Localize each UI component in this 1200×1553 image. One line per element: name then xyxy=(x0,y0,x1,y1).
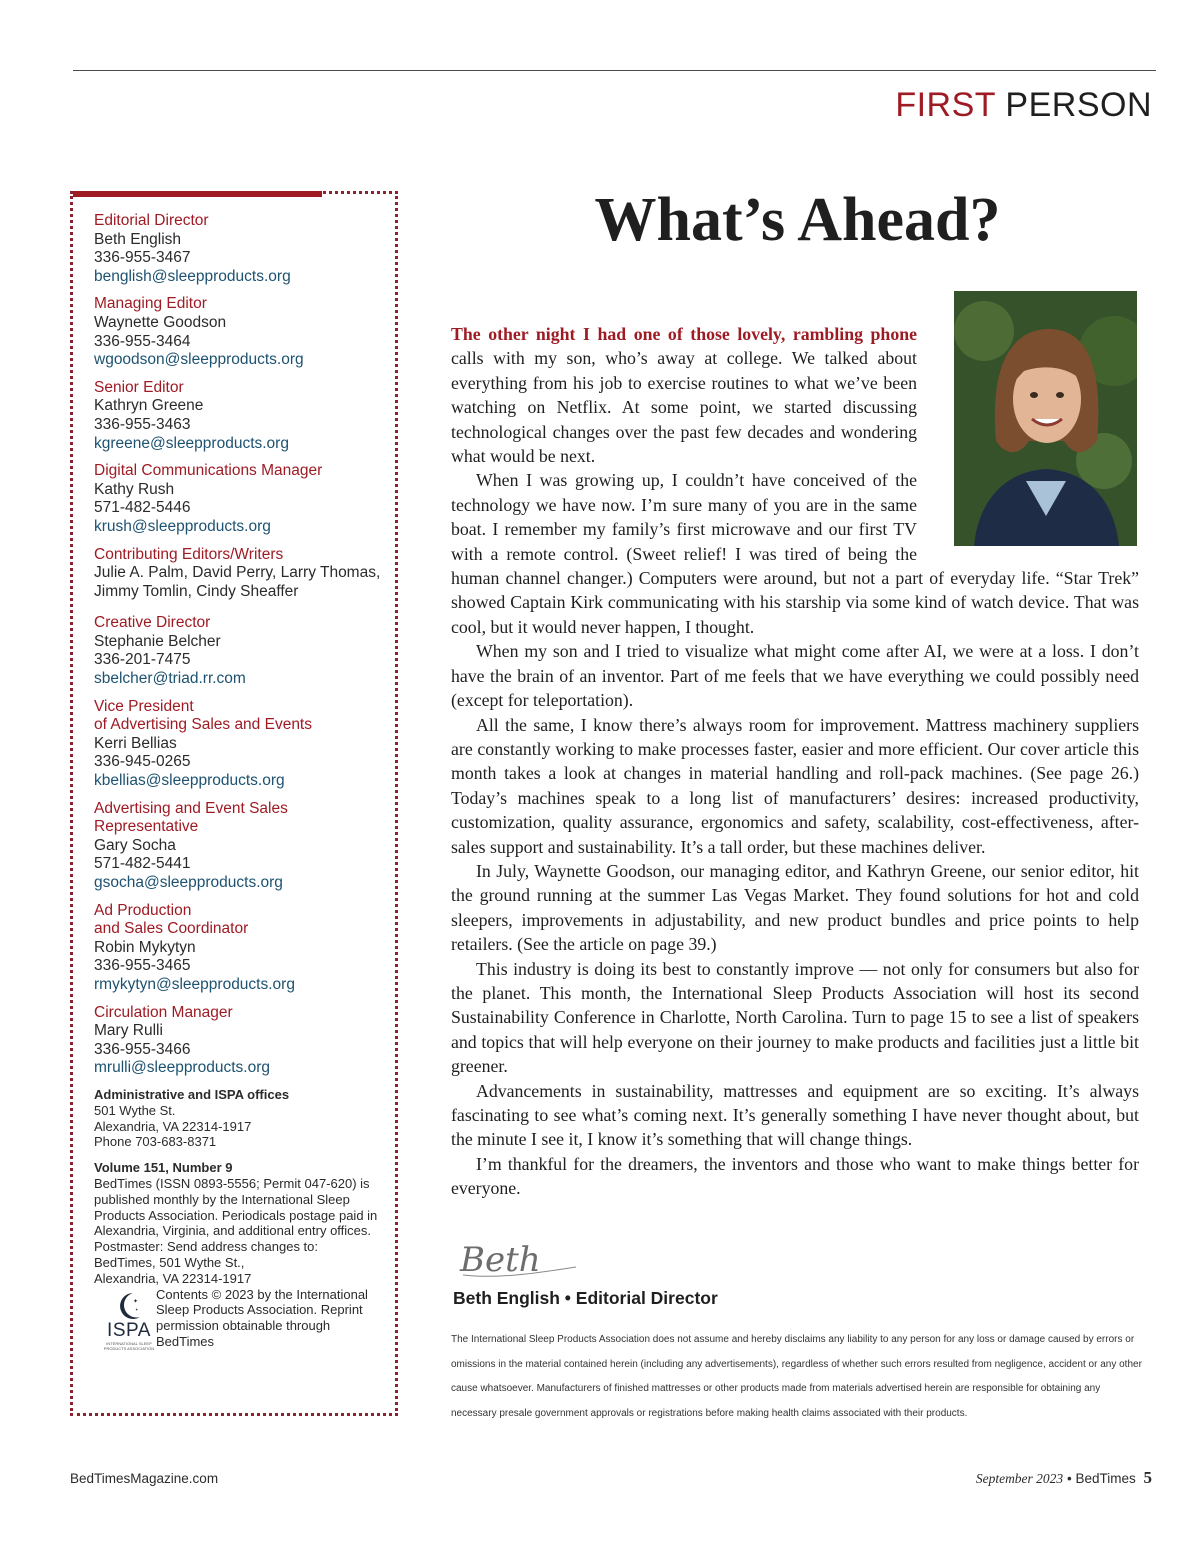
publication-statement: BedTimes (ISSN 0893-5556; Permit 047-620) is published monthly by the International Sleep Products Association. Periodicals postage paid in Alexandria, Virginia, and additional entry offices. xyxy=(94,1175,378,1239)
staff-entry xyxy=(94,614,389,688)
staff-phone: 336-955-3465 xyxy=(94,957,191,975)
footer-folio xyxy=(976,1468,1152,1488)
staff-role: Senior Editor xyxy=(94,378,184,396)
footer-magazine-name: BedTimes xyxy=(1075,1471,1136,1486)
staff-email-link[interactable]: sbelcher@triad.rr.com xyxy=(94,670,246,688)
article-paragraph: I’m thankful for the dreamers, the inventors and those who want to make things better for everyone. xyxy=(451,1153,1139,1199)
copyright-row xyxy=(94,1287,389,1351)
publication-info xyxy=(94,1160,389,1350)
page-number: 5 xyxy=(1143,1468,1152,1487)
staff-phone: 336-955-3463 xyxy=(94,415,191,433)
office-city: Alexandria, VA 22314-1917 xyxy=(94,1118,252,1134)
masthead xyxy=(94,212,389,1351)
staff-entry xyxy=(94,462,389,536)
office-address xyxy=(94,1087,389,1150)
office-street: 501 Wythe St. xyxy=(94,1102,176,1118)
staff-email-link[interactable]: kbellias@sleepproducts.org xyxy=(94,772,285,790)
article-body xyxy=(451,322,1139,1201)
staff-phone: 571-482-5446 xyxy=(94,499,191,517)
svg-text:✦: ✦ xyxy=(135,1306,139,1312)
postmaster-address-line: Alexandria, VA 22314-1917 xyxy=(94,1270,252,1286)
staff-role: Contributing Editors/Writers xyxy=(94,545,284,563)
staff-phone: 571-482-5441 xyxy=(94,855,191,873)
signature-script: Beth xyxy=(460,1240,541,1280)
staff-name: Julie A. Palm, David Perry, Larry Thomas, Jimmy Tomlin, Cindy Sheaffer xyxy=(94,564,381,600)
staff-role: Circulation Manager xyxy=(94,1003,233,1021)
signature-image xyxy=(458,1237,588,1282)
staff-phone: 336-201-7475 xyxy=(94,651,191,669)
article-paragraph: When my son and I tried to visualize what might come after AI, we were at a loss. I don’t have the brain of an inventor. Part of me feels that we have everything we could possibly need (except for teleportation). xyxy=(451,641,1139,711)
volume-number: Volume 151, Number 9 xyxy=(94,1160,233,1176)
staff-name: Gary Socha xyxy=(94,836,176,854)
staff-phone: 336-955-3464 xyxy=(94,332,191,350)
staff-entry xyxy=(94,546,389,602)
legal-disclaimer: The International Sleep Products Association does not assume and hereby disclaims any liability to any person for any loss or damage caused by errors or omissions in the material contained herein (including any advertisements), regardless of whether such errors resulted from negligence, accident or any other cause whatsoever. Manufacturers of finished mattresses or other products made from materials advertised herein are responsible for obtaining any necessary presale government approvals or registrations before making health claims associated with their products. xyxy=(451,1334,1142,1419)
article-paragraph-text: calls with my son, who’s away at college. We talked about everything from his job to exercise routines to what we’ve been watching on Netflix. At some point, we started discussing technological changes over the past few decades and wondering what would be next. xyxy=(451,348,917,467)
copyright-notice: Contents © 2023 by the International Sleep Products Association. Reprint permission obtainable through BedTimes xyxy=(156,1286,368,1349)
staff-phone: 336-955-3467 xyxy=(94,249,191,267)
ispa-logo xyxy=(98,1287,160,1351)
staff-email-link[interactable]: krush@sleepproducts.org xyxy=(94,517,271,535)
staff-role: Vice President of Advertising Sales and Events xyxy=(94,697,312,734)
office-phone: Phone 703-683-8371 xyxy=(94,1134,217,1150)
article-paragraph: This industry is doing its best to constantly improve — not only for consumers but also for the planet. This month, the International Sleep Products Association will host its second Sustainability Conference in Charlotte, North Carolina. Turn to page 15 to see a list of speakers and topics that will help everyone on their journey to make products and facilities just a little bit greener. xyxy=(451,958,1139,1077)
article-lead-in: The other night I had one of those lovely, rambling phone xyxy=(451,324,917,344)
handwritten-signature xyxy=(458,1237,588,1287)
footer-website: BedTimesMagazine.com xyxy=(70,1471,219,1486)
article-paragraph: When I was growing up, I couldn’t have conceived of the technology we have now. I’m sure many of you are in the same boat. I remember my family’s first microwave and our first TV with a remote control. (Sweet relief! I was tired of being the human channel changer.) Computers were around, but not a part of everyday life. “Star Trek” showed Captain Kirk communicating with his starship via some kind of watch device. That was cool, but it would never happen, I thought. xyxy=(451,470,1139,637)
staff-role: Digital Communications Manager xyxy=(94,462,323,480)
article-paragraph: In July, Waynette Goodson, our managing editor, and Kathryn Greene, our senior editor, hit the ground running at the summer Las Vegas Market. They found solutions for hot and cold sleepers, improvements in adjustability, and new product bundles and price points to help retailers. (See the article on page 39.) xyxy=(451,860,1139,955)
staff-name: Kathy Rush xyxy=(94,480,175,498)
postmaster-note: Postmaster: Send address changes to: xyxy=(94,1239,319,1255)
postmaster-address-line: BedTimes, 501 Wythe St., xyxy=(94,1254,245,1270)
staff-name: Stephanie Belcher xyxy=(94,632,221,650)
article-paragraph: All the same, I know there’s always room for improvement. Mattress machinery suppliers are constantly working to make processes faster, easier and more efficient. Our cover article this month takes a look at changes in material handling and roll-pack machines. (See page 26.) Today’s machines speak to a long list of manufacturers’ desires: increased productivity, customization, quality assurance, ergonomics and safety, scalability, cost-effectiveness, after-sales support and sustainability. It’s a tall order, but these machines deliver. xyxy=(451,714,1139,857)
svg-text:✦: ✦ xyxy=(133,1298,139,1305)
staff-role: Ad Production and Sales Coordinator xyxy=(94,901,249,938)
staff-name: Waynette Goodson xyxy=(94,313,227,331)
staff-entry xyxy=(94,698,389,791)
staff-role: Advertising and Event Sales Representative xyxy=(94,799,288,836)
ispa-tagline: INTERNATIONAL SLEEP PRODUCTS ASSOCIATION xyxy=(103,1340,155,1351)
staff-entry xyxy=(94,295,389,369)
staff-entry xyxy=(94,379,389,453)
staff-email-link[interactable]: wgoodson@sleepproducts.org xyxy=(94,351,304,369)
footer-issue-date: September 2023 xyxy=(975,1471,1064,1486)
staff-entry xyxy=(94,902,389,995)
staff-name: Mary Rulli xyxy=(94,1022,163,1040)
staff-email-link[interactable]: rmykytyn@sleepproducts.org xyxy=(94,975,295,993)
staff-name: Kerri Bellias xyxy=(94,734,177,752)
masthead-accent-bar xyxy=(73,191,322,197)
staff-name: Kathryn Greene xyxy=(94,397,204,415)
staff-name: Robin Mykytyn xyxy=(94,938,196,956)
staff-email-link[interactable]: benglish@sleepproducts.org xyxy=(94,267,291,285)
author-signoff: Beth English • Editorial Director xyxy=(453,1288,718,1308)
staff-email-link[interactable]: gsocha@sleepproducts.org xyxy=(94,874,283,891)
staff-entry xyxy=(94,800,389,893)
top-rule xyxy=(73,70,1156,71)
staff-role: Managing Editor xyxy=(94,295,207,313)
staff-name: Beth English xyxy=(94,230,182,248)
section-label-rest: PERSON xyxy=(1005,86,1152,124)
crescent-moon-icon xyxy=(116,1291,142,1321)
staff-entry xyxy=(94,212,389,286)
footer-separator: • xyxy=(1066,1471,1072,1486)
staff-email-link[interactable]: kgreene@sleepproducts.org xyxy=(94,434,289,452)
photo-float-spacer xyxy=(917,322,1139,550)
article-headline: What’s Ahead? xyxy=(594,186,1001,254)
section-label xyxy=(895,86,1152,125)
staff-phone: 336-945-0265 xyxy=(94,753,191,771)
staff-phone: 336-955-3466 xyxy=(94,1040,191,1058)
article-paragraph: Advancements in sustainability, mattresses and equipment are so exciting. It’s always fascinating to see what’s coming next. It’s generally something I have never thought about, but the minute I see it, I know it’s something that will change things. xyxy=(451,1080,1139,1150)
staff-role: Creative Director xyxy=(94,614,211,632)
staff-role: Editorial Director xyxy=(94,212,209,229)
office-heading: Administrative and ISPA offices xyxy=(94,1086,290,1102)
section-label-accent: FIRST xyxy=(895,86,996,124)
staff-email-link[interactable]: mrulli@sleepproducts.org xyxy=(94,1059,270,1077)
ispa-wordmark: ISPA xyxy=(107,1319,151,1341)
staff-entry xyxy=(94,1004,389,1078)
